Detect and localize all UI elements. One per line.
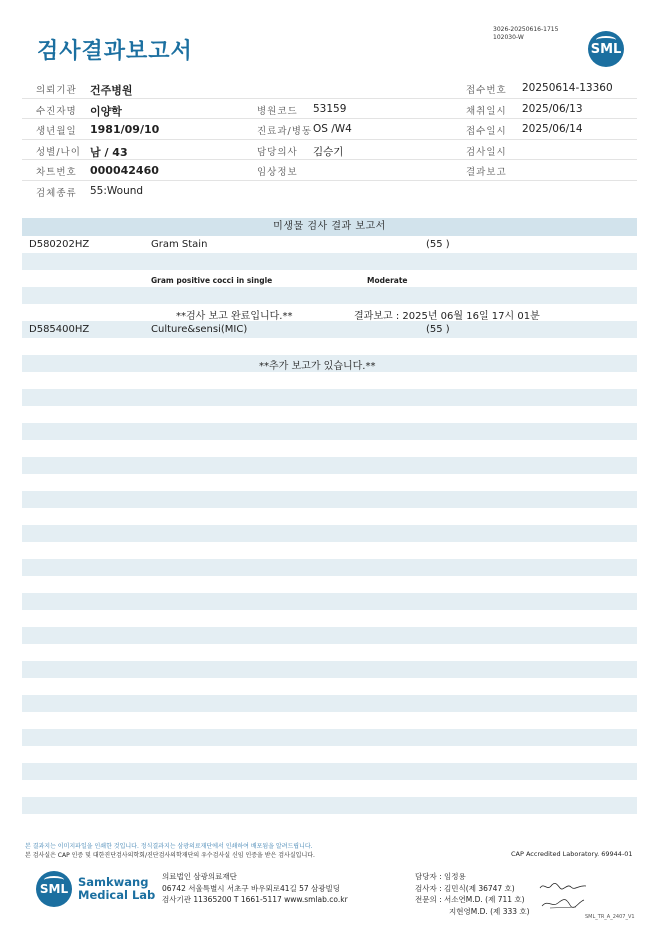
sml-logo xyxy=(588,31,624,67)
result-row-stripe xyxy=(22,423,637,440)
label-clinical-info: 임상정보 xyxy=(257,167,298,178)
addr-line1: 의료법인 삼광의료재단 xyxy=(162,872,237,881)
value-sex-age: 남 / 43 xyxy=(90,145,128,159)
test1-code: D580202HZ xyxy=(29,239,90,250)
value-institution: 건주병원 xyxy=(90,84,133,97)
label-receipt-date: 접수일시 xyxy=(466,126,507,137)
result-row-stripe xyxy=(22,797,637,814)
brand-line1: Samkwang xyxy=(78,875,149,889)
sml-footer-logo-text: SML xyxy=(39,882,69,896)
label-patient-name: 수진자명 xyxy=(36,105,77,117)
addr-line3: 검사기관 11365200 T 1661-5117 www.smlab.co.kr xyxy=(162,895,348,904)
value-specimen: 55:Wound xyxy=(90,184,144,197)
result-row-stripe xyxy=(22,287,637,304)
result-row-stripe xyxy=(22,389,637,406)
brand-line2: Medical Lab xyxy=(78,888,156,902)
result-row-stripe xyxy=(22,661,637,678)
cap-accreditation: CAP Accredited Laboratory. 69944-01 xyxy=(511,850,633,858)
report-time: 결과보고 : 2025년 06월 16일 17시 01분 xyxy=(354,311,540,322)
info-row-specimen xyxy=(22,181,637,202)
report-complete-text: **검사 보고 완료입니다.** xyxy=(176,311,293,322)
info-row-patient xyxy=(22,99,637,120)
info-row-institution xyxy=(22,78,637,99)
footer-note-certification: 본 검사실은 CAP 인증 및 대한진단검사의학회/진단검사의학재단의 우수검사실 신임 인증을 받은 검사실입니다. xyxy=(25,852,315,859)
label-department: 진료과/병동 xyxy=(257,126,313,137)
report-title: 검사결과보고서 xyxy=(37,39,193,64)
sml-logo-text: SML xyxy=(590,41,622,57)
label-sex-age: 성별/나이 xyxy=(36,146,81,158)
label-specimen: 검체종류 xyxy=(36,187,77,199)
info-row-birth xyxy=(22,119,637,140)
footer-note-print: 본 결과지는 이미지파일을 인쇄한 것입니다. 정식결과지는 삼광의료재단에서 인쇄하여 배포됨을 알려드립니다. xyxy=(25,843,313,850)
test1-specimen: (55 ) xyxy=(426,239,450,250)
label-hospital-code: 병원코드 xyxy=(257,105,298,117)
value-receipt-no: 20250614-13360 xyxy=(522,82,613,94)
value-birthdate: 1981/09/10 xyxy=(90,123,160,136)
value-chart-no: 000042460 xyxy=(90,164,159,177)
test1-name: Gram Stain xyxy=(151,239,208,250)
document-id xyxy=(493,26,558,42)
result-row-stripe xyxy=(22,627,637,644)
label-receipt-no: 접수번호 xyxy=(466,85,507,96)
value-department: OS /W4 xyxy=(313,123,352,135)
finding-level: Moderate xyxy=(367,276,408,285)
additional-report-text: **추가 보고가 있습니다.** xyxy=(259,361,376,372)
test2-code: D585400HZ xyxy=(29,324,90,335)
signature-specialist xyxy=(540,896,586,910)
info-row-sex-age xyxy=(22,140,637,161)
form-code: SML_TR_A_2407_V1 xyxy=(585,914,635,920)
label-collection-date: 채취일시 xyxy=(466,105,507,117)
doc-id-line2: 102030-W xyxy=(493,34,524,41)
brand-name xyxy=(78,876,155,902)
result-row-stripe xyxy=(22,593,637,610)
staff-line4: 지현영M.D. (제 333 호) xyxy=(449,906,530,916)
addr-line2: 06742 서울특별시 서초구 바우뫼로41길 57 삼광빌딩 xyxy=(162,883,341,893)
doc-id-line1: 3026-20250616-1715 xyxy=(493,26,559,33)
patient-info-table xyxy=(22,78,637,201)
label-doctor: 담당의사 xyxy=(257,146,298,158)
footer-address xyxy=(162,871,348,906)
result-row-stripe xyxy=(22,695,637,712)
result-row-stripe xyxy=(22,253,637,270)
label-institution: 의뢰기관 xyxy=(36,85,77,96)
test2-specimen: (55 ) xyxy=(426,324,450,335)
value-collection-date: 2025/06/13 xyxy=(522,102,583,115)
result-row-stripe xyxy=(22,763,637,780)
result-row-stripe xyxy=(22,491,637,508)
result-row-stripe xyxy=(22,559,637,576)
staff-line1: 담당자 : 임정용 xyxy=(415,872,466,881)
value-receipt-date: 2025/06/14 xyxy=(522,123,583,135)
test2-name: Culture&sensi(MIC) xyxy=(151,324,248,335)
staff-line3: 전문의 : 서소연M.D. (제 711 호) xyxy=(415,895,525,904)
finding-text: Gram positive cocci in single xyxy=(151,276,273,285)
label-birthdate: 생년월일 xyxy=(36,126,77,137)
result-row-stripe xyxy=(22,457,637,474)
result-row-stripe xyxy=(22,525,637,542)
value-doctor: 김승기 xyxy=(313,145,344,158)
sml-footer-logo xyxy=(36,871,72,907)
staff-line2: 검사자 : 김민식(제 36747 호) xyxy=(415,883,515,893)
footer-staff xyxy=(415,871,530,917)
signature-examiner xyxy=(538,880,588,892)
value-hospital-code: 53159 xyxy=(313,102,347,115)
info-row-chart xyxy=(22,160,637,181)
label-chart-no: 차트번호 xyxy=(36,167,77,178)
value-patient-name: 이양학 xyxy=(90,104,122,118)
result-row-stripe xyxy=(22,321,637,338)
label-test-date: 검사일시 xyxy=(466,146,507,158)
result-row-stripe xyxy=(22,729,637,746)
section-header-microbiology: 미생물 검사 결과 보고서 xyxy=(22,218,637,236)
label-result-report: 결과보고 xyxy=(466,167,507,178)
